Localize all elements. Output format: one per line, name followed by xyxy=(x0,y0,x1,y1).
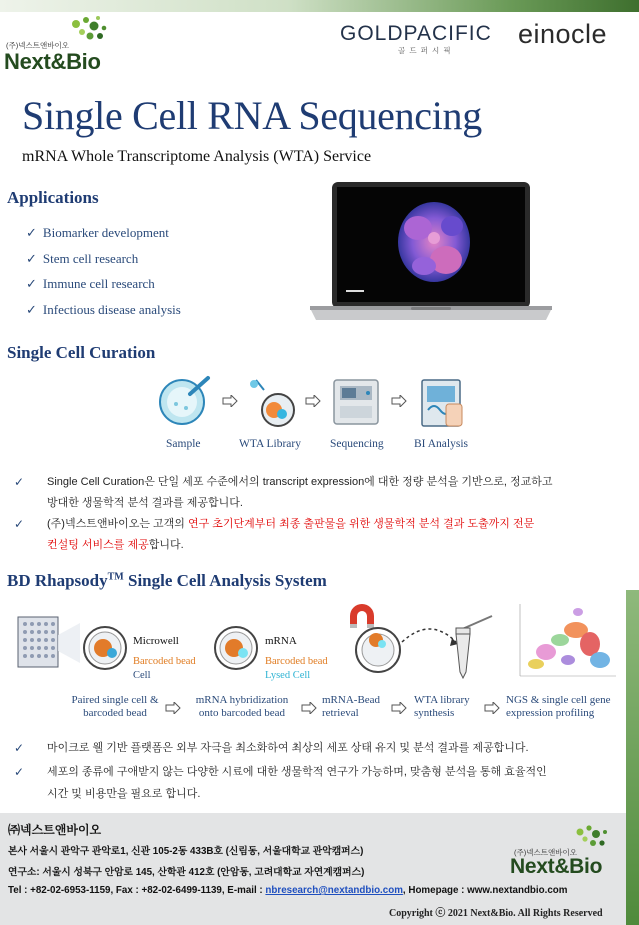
step-label-wta: WTA Library xyxy=(239,438,301,450)
logo-corp-name: (주)넥스트앤바이오 xyxy=(514,848,577,857)
curation-bullet-1: Single Cell Curation은 단일 세포 수준에서의 transcript expression에 대한 정량 분석을 기반으로, 정교하고 xyxy=(47,476,553,488)
applications-heading: Applications xyxy=(7,188,99,207)
wta-library-icon xyxy=(246,378,298,428)
magnet-icon xyxy=(344,598,402,678)
check-icon: ✓ xyxy=(14,475,25,489)
expression-profile-icon xyxy=(516,600,620,680)
footer-hq-address: 본사 서울시 관악구 관악로1, 신관 105-2동 433B호 (신림동, 서울대학교 관악캠퍼스) xyxy=(8,846,364,857)
email-link[interactable]: nbresearch@nextandbio.com xyxy=(265,885,403,896)
bd-bullet-1: 마이크로 웰 기반 플랫폼은 외부 자극을 최소화하여 최상의 세포 상태 유지 및 분석 결과를 제공합니다. xyxy=(47,742,529,754)
lysed-cell-label: Lysed Cell xyxy=(265,670,311,681)
step-label-sequencing: Sequencing xyxy=(330,438,384,450)
page-subtitle: mRNA Whole Transcriptome Analysis (WTA) Service xyxy=(22,148,372,165)
check-icon: ✓ xyxy=(26,225,37,240)
tube-icon xyxy=(400,612,500,682)
bd-bullets xyxy=(14,737,614,805)
bd-heading: BD Rhapsody™ Single Cell Analysis System xyxy=(7,571,327,590)
einocle-logo: einocle xyxy=(518,19,608,49)
bd-step-1: Paired single cell & barcoded bead xyxy=(71,694,159,719)
logo-corp-name: (주)넥스트앤바이오 xyxy=(6,41,69,50)
list-item: ✓ Stem cell research xyxy=(26,251,139,266)
step-label-bi: BI Analysis xyxy=(414,438,468,450)
curation-bullet-1-cont: 방대한 생물학적 분석 결과를 제공합니다. xyxy=(47,497,243,509)
footer-company: ㈜넥스트앤바이오 xyxy=(8,823,102,837)
check-icon: ✓ xyxy=(14,765,25,779)
footer-logo xyxy=(500,823,618,885)
laptop-image xyxy=(306,180,556,326)
barcoded-bead-label-2: Barcoded bead xyxy=(265,656,328,667)
logo-brand: Next&Bio xyxy=(4,49,101,74)
arrow-icon xyxy=(165,702,181,714)
logo-brand: Next&Bio xyxy=(510,855,603,878)
curation-bullets xyxy=(14,472,614,556)
bi-analysis-icon xyxy=(418,376,466,430)
nextbio-logo xyxy=(4,14,119,76)
arrow-icon xyxy=(222,395,238,407)
barcoded-bead-label: Barcoded bead xyxy=(133,656,196,667)
bd-bullet-2: 세포의 종류에 구애받지 않는 다양한 시료에 대한 생물학적 연구가 가능하며, 맞춤형 분석을 통해 효율적인 xyxy=(47,766,547,778)
list-item: ✓ Biomarker development xyxy=(26,225,169,240)
curation-bullet-2-cont: 컨설팅 서비스를 제공합니다. xyxy=(47,539,184,551)
bd-step-5: NGS & single cell gene expression profiling xyxy=(506,694,611,719)
arrow-icon xyxy=(391,702,407,714)
arrow-icon xyxy=(391,395,407,407)
mrna-label: mRNA xyxy=(265,635,297,647)
check-icon: ✓ xyxy=(26,276,37,291)
logo-dots-icon xyxy=(68,14,110,48)
bd-bullet-2-cont: 시간 및 비용만을 필요로 합니다. xyxy=(47,788,201,800)
check-icon: ✓ xyxy=(14,741,25,755)
cell-label: Cell xyxy=(133,670,151,681)
list-item: ✓ Infectious disease analysis xyxy=(26,302,181,317)
step-label-sample: Sample xyxy=(166,438,201,450)
goldpacific-logo: GOLDPACIFIC xyxy=(340,22,492,45)
bead-cell-icon xyxy=(82,625,128,671)
footer xyxy=(0,813,626,925)
mrna-bead-icon xyxy=(213,625,259,671)
footer-copyright: Copyright ⓒ 2021 Next&Bio. All Rights Reserved xyxy=(389,908,603,919)
list-item: ✓ Immune cell research xyxy=(26,276,155,291)
check-icon: ✓ xyxy=(26,251,37,266)
check-icon: ✓ xyxy=(14,517,25,531)
microwell-label: Microwell xyxy=(133,635,179,647)
curation-heading: Single Cell Curation xyxy=(7,343,156,362)
page-title: Single Cell RNA Sequencing xyxy=(22,93,482,138)
footer-lab-address: 연구소: 서울시 성북구 안암로 145, 산학관 412호 (안암동, 고려대학교 자연계캠퍼스) xyxy=(8,867,365,878)
microwell-plate-icon xyxy=(16,615,82,669)
bd-step-2: mRNA hybridization onto barcoded bead xyxy=(195,694,289,719)
sequencer-icon xyxy=(330,376,382,428)
bd-step-4: WTA library synthesis xyxy=(414,694,470,719)
right-accent-bar xyxy=(626,590,639,925)
footer-contact: Tel : +82-02-6953-1159, Fax : +82-02-6499-1139, E-mail : nbresearch@nextandbio.com, Homepage : www.nextandbio.com xyxy=(8,885,568,896)
check-icon: ✓ xyxy=(26,302,37,317)
logo-dots-icon xyxy=(572,823,612,853)
curation-bullet-2: (주)넥스트앤바이오는 고객의 연구 초기단계부터 최종 출판물을 위한 생물학적 분석 결과 도출까지 전문 xyxy=(47,518,535,530)
arrow-icon xyxy=(301,702,317,714)
goldpacific-sub: 골 드 퍼 시 픽 xyxy=(398,46,452,55)
sample-icon xyxy=(158,374,214,426)
arrow-icon xyxy=(484,702,500,714)
top-accent-band xyxy=(0,0,639,12)
arrow-icon xyxy=(305,395,321,407)
bd-step-3: mRNA-Bead retrieval xyxy=(322,694,381,719)
